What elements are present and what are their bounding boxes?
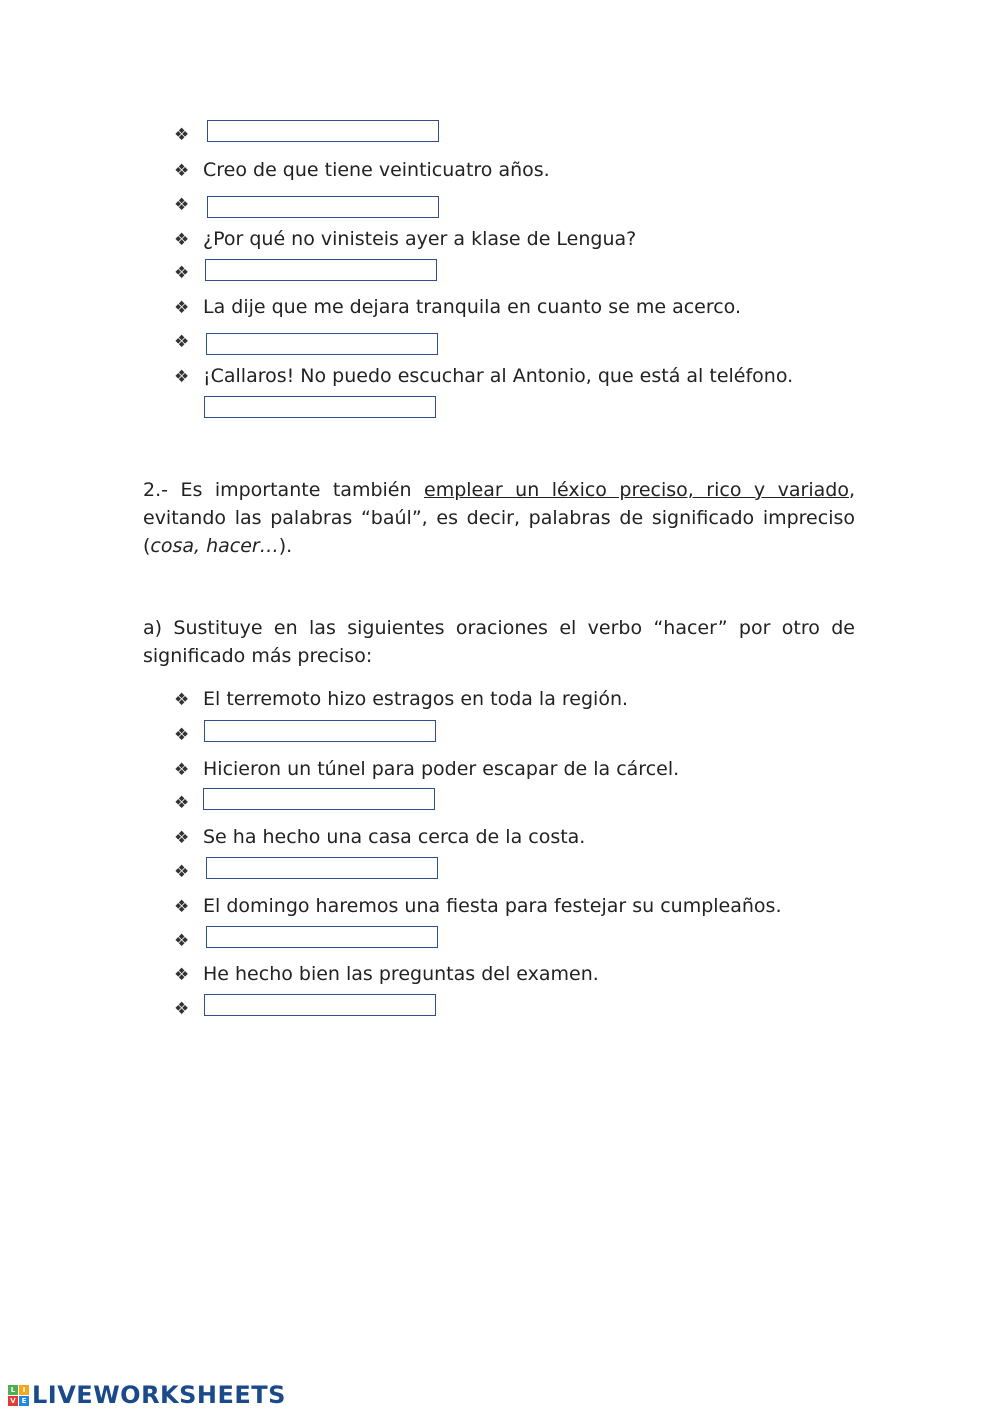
section-2-instruction: a) Sustituye en las siguientes oraciones el verbo “hacer” por otro de significado más preciso: xyxy=(143,617,855,667)
bullet-icon: ❖ xyxy=(174,161,190,181)
bullet-icon: ❖ xyxy=(174,230,190,250)
bullet-icon: ❖ xyxy=(174,263,190,283)
bullet-icon: ❖ xyxy=(174,793,190,813)
bullet-icon: ❖ xyxy=(174,125,190,145)
sentence-5: El terremoto hizo estragos en toda la región. xyxy=(203,688,629,710)
sentence-3: La dije que me dejara tranquila en cuanto se me acerco. xyxy=(203,296,742,318)
logo-grid-icon: L I V E xyxy=(8,1385,29,1406)
bullet-icon: ❖ xyxy=(174,931,190,951)
answer-input-4[interactable] xyxy=(206,333,438,355)
sentence-1: Creo de que tiene veinticuatro años. xyxy=(203,159,550,181)
sentence-9: He hecho bien las preguntas del examen. xyxy=(203,963,599,985)
bullet-icon: ❖ xyxy=(174,965,190,985)
bullet-icon: ❖ xyxy=(174,195,190,215)
bullet-icon: ❖ xyxy=(174,367,190,387)
bullet-icon: ❖ xyxy=(174,298,190,318)
answer-input-5[interactable] xyxy=(204,396,436,418)
answer-input-10[interactable] xyxy=(204,994,436,1016)
sentence-8: El domingo haremos una fiesta para festejar su cumpleaños. xyxy=(203,895,782,917)
bullet-icon: ❖ xyxy=(174,862,190,882)
liveworksheets-logo xyxy=(8,1380,286,1410)
sentence-4: ¡Callaros! No puedo escuchar al Antonio, que está al teléfono. xyxy=(203,365,794,387)
sentence-2: ¿Por qué no vinisteis ayer a klase de Lengua? xyxy=(203,228,637,250)
bullet-icon: ❖ xyxy=(174,999,190,1019)
bullet-icon: ❖ xyxy=(174,828,190,848)
bullet-icon: ❖ xyxy=(174,690,190,710)
answer-input-8[interactable] xyxy=(206,857,438,879)
sentence-6: Hicieron un túnel para poder escapar de la cárcel. xyxy=(203,758,680,780)
answer-input-6[interactable] xyxy=(204,720,436,742)
answer-input-2[interactable] xyxy=(207,196,439,218)
bullet-icon: ❖ xyxy=(174,725,190,745)
answer-input-3[interactable] xyxy=(205,259,437,281)
bullet-icon: ❖ xyxy=(174,332,190,352)
answer-input-9[interactable] xyxy=(206,926,438,948)
bullet-icon: ❖ xyxy=(174,897,190,917)
answer-input-7[interactable] xyxy=(203,788,435,810)
bullet-icon: ❖ xyxy=(174,760,190,780)
logo-text: LIVEWORKSHEETS xyxy=(32,1381,286,1409)
answer-input-1[interactable] xyxy=(207,120,439,142)
sentence-7: Se ha hecho una casa cerca de la costa. xyxy=(203,826,586,848)
section-2-intro: 2.- Es importante también emplear un léxico preciso, rico y variado, evitando las palabras “baúl”, es decir, palabras de significado impreciso (cosa, hacer…). xyxy=(143,479,855,557)
